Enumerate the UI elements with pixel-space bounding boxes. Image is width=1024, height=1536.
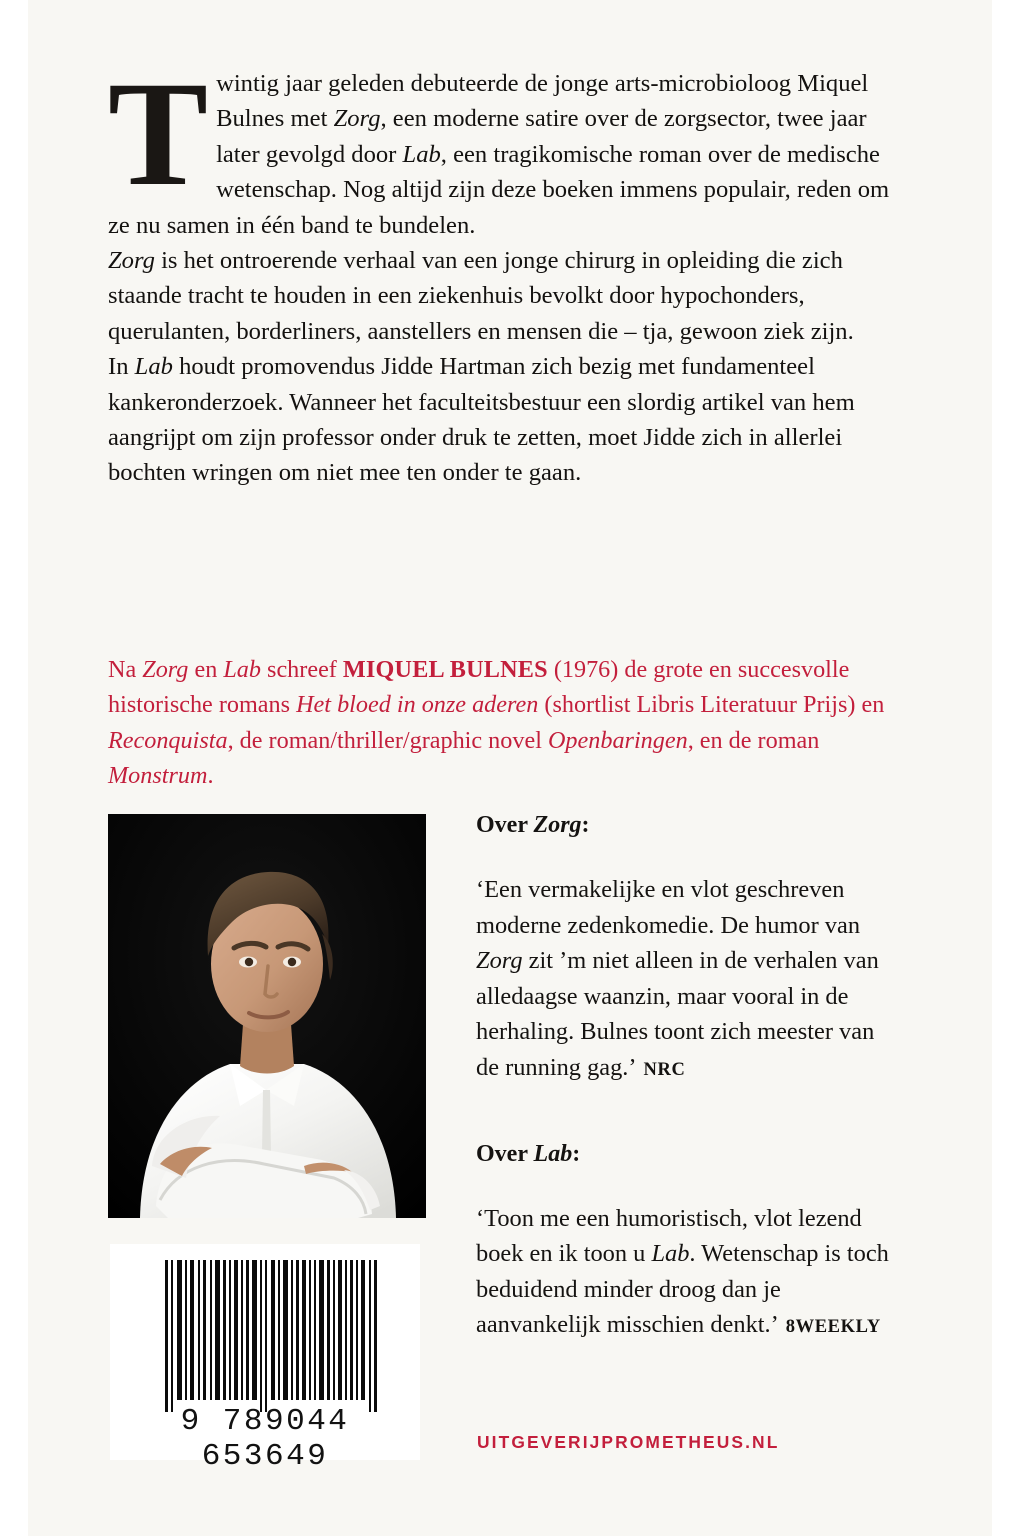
page-edge-right bbox=[992, 0, 1024, 1536]
book-title-reconquista: Reconquista bbox=[108, 726, 228, 754]
book-title-zorg: Zorg bbox=[142, 656, 189, 684]
blurb-text-block bbox=[108, 51, 898, 491]
author-portrait-photo bbox=[108, 814, 426, 1218]
book-title-lab: Lab bbox=[223, 656, 261, 684]
blurb-paragraph-2 bbox=[108, 243, 898, 349]
review-quote-segment-2: . Wetenschap is toch beduidend minder droog dan je aanvankelijk misschien denkt.’ bbox=[476, 1240, 889, 1339]
review-heading-zorg bbox=[476, 810, 900, 840]
author-birth-year: (1976) bbox=[547, 656, 619, 684]
review-quote-segment-1: ‘Een vermakelijke en vlot geschreven moderne zedenkomedie. De humor van bbox=[476, 876, 861, 939]
book-title-lab: Lab bbox=[533, 1140, 573, 1167]
book-title-lab: Lab bbox=[651, 1240, 690, 1268]
review-heading-lab bbox=[476, 1139, 900, 1169]
book-title-lab: Lab bbox=[402, 140, 441, 168]
book-title-zorg: Zorg bbox=[333, 105, 381, 133]
book-title-het-bloed-in-onze-aderen: Het bloed in onze aderen bbox=[296, 691, 539, 719]
blurb-paragraph-3 bbox=[108, 349, 898, 491]
blurb-paragraph-1 bbox=[108, 51, 898, 243]
blurb-p1-segment-2: , een moderne satire over de zorgsector, twee jaar later gevolgd door bbox=[216, 105, 867, 168]
review-quote-zorg bbox=[476, 872, 900, 1089]
review-block-lab bbox=[476, 1139, 900, 1346]
author-note-segment-3: , de roman/thriller/graphic novel bbox=[227, 726, 548, 754]
author-note-segment-2: (shortlist Libris Literatuur Prijs) en bbox=[538, 691, 885, 719]
page-edge-left bbox=[0, 0, 28, 1536]
author-note-conj: en bbox=[188, 656, 224, 684]
book-title-openbaringen: Openbaringen bbox=[547, 726, 688, 754]
publisher-website-url[interactable]: UITGEVERIJPROMETHEUS.NL bbox=[477, 1432, 780, 1452]
author-note-segment-4: , en de roman bbox=[687, 726, 820, 754]
barcode-bars bbox=[165, 1260, 375, 1400]
drop-cap-letter: T bbox=[108, 51, 207, 217]
author-note-lead: Na bbox=[108, 656, 143, 684]
review-heading-colon: : bbox=[572, 1140, 581, 1167]
review-block-zorg bbox=[476, 810, 900, 1089]
review-quote-lab bbox=[476, 1201, 900, 1346]
blurb-p2-text: is het ontroerende verhaal van een jonge chirurg in opleiding die zich staande tracht te houden in een ziekenhuis bevolkt door hypochonders, querulanten, borderliners, aanstellers en mensen die – tja, gewoon ziek zijn. bbox=[108, 247, 854, 345]
blurb-p3-lead: In bbox=[108, 353, 135, 381]
blurb-p3-text: houdt promovendus Jidde Hartman zich bezig met fundamenteel kankeronderzoek. Wanneer het faculteitsbestuur een slordig artikel van hem aangrijpt om zijn professor onder druk te zetten, moet Jidde zich in allerlei bochten wringen om niet mee ten onder te gaan. bbox=[108, 353, 855, 487]
reviews-column bbox=[476, 810, 900, 1346]
review-source-nrc: NRC bbox=[643, 1059, 686, 1080]
author-note-end: . bbox=[207, 761, 214, 789]
blurb-p1-segment-3: , een tragikomische roman over de medische wetenschap. Nog altijd zijn deze boeken immens populair, reden om ze nu samen in één band te bundelen. bbox=[108, 140, 890, 239]
author-note bbox=[108, 652, 898, 793]
author-note-segment-1: de grote en succesvolle historische romans bbox=[108, 656, 850, 719]
blurb-p1-segment-1: wintig jaar geleden debuteerde de jonge arts-microbioloog Miquel Bulnes met bbox=[216, 70, 869, 133]
review-heading-colon: : bbox=[581, 812, 590, 838]
review-source-8weekly: 8WEEKLY bbox=[785, 1317, 881, 1338]
author-name: MIQUEL BULNES bbox=[342, 656, 548, 684]
review-quote-segment-2: zit ’m niet alleen in de verhalen van alledaagse waanzin, maar vooral in de herhaling. Bulnes toont zich meester van de running gag.’ bbox=[476, 947, 879, 1081]
review-quote-segment-1: ‘Toon me een humoristisch, vlot lezend boek en ik toon u bbox=[476, 1204, 862, 1268]
review-heading-lead: Over bbox=[476, 1140, 534, 1167]
author-note-verb: schreef bbox=[260, 656, 343, 684]
review-heading-lead: Over bbox=[476, 812, 534, 838]
book-title-monstrum: Monstrum bbox=[108, 761, 208, 789]
barcode-isbn bbox=[110, 1244, 420, 1474]
book-title-lab: Lab bbox=[134, 353, 173, 381]
book-title-zorg: Zorg bbox=[476, 947, 523, 975]
book-title-zorg: Zorg bbox=[533, 812, 582, 838]
book-title-zorg: Zorg bbox=[108, 247, 155, 275]
isbn-digits: 9 789044 653649 bbox=[180, 1404, 350, 1474]
